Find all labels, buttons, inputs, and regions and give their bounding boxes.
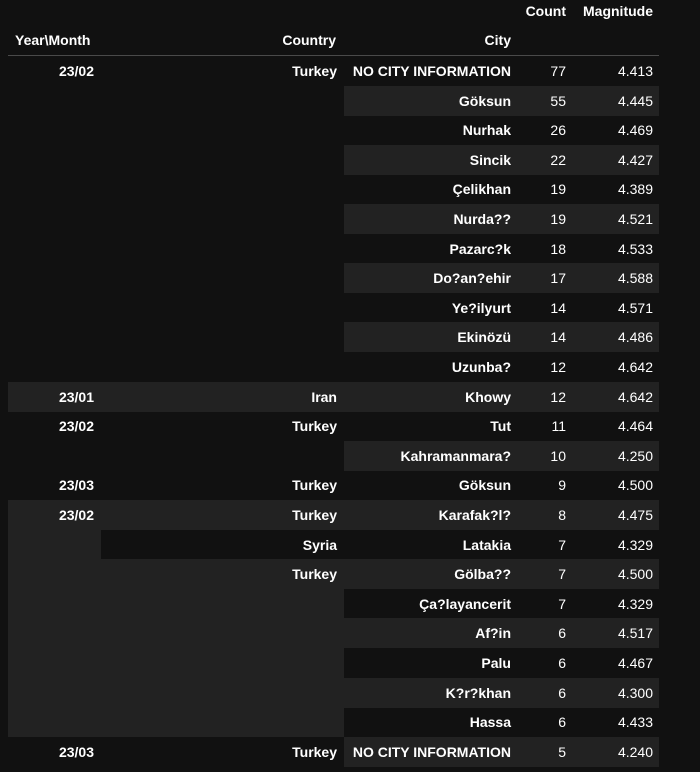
- cell-city: Ça?layancerit: [419, 595, 511, 612]
- cell-magnitude: 4.300: [617, 684, 653, 701]
- index-stripe-turkey-span: [101, 559, 344, 737]
- header-count: Count: [525, 3, 566, 19]
- cell-magnitude: 4.571: [617, 299, 653, 316]
- cell-city: Gölba??: [454, 566, 511, 583]
- cell-city: Nurhak: [462, 122, 511, 139]
- header-magnitude: Magnitude: [583, 3, 653, 19]
- cell-country: Turkey: [292, 566, 337, 583]
- cell-count: 10: [550, 447, 566, 464]
- cell-count: 14: [550, 299, 566, 316]
- cell-city: NO CITY INFORMATION: [352, 743, 511, 760]
- cell-city: NO CITY INFORMATION: [352, 63, 511, 79]
- cell-magnitude: 4.240: [617, 743, 653, 760]
- cell-year-month: 23/02: [58, 418, 94, 435]
- cell-count: 12: [550, 359, 566, 375]
- cell-country: Iran: [311, 388, 337, 405]
- cell-country: Turkey: [292, 743, 337, 760]
- cell-magnitude: 4.500: [617, 477, 653, 494]
- cell-country: Turkey: [292, 418, 337, 435]
- cell-country: Turkey: [292, 63, 337, 79]
- header-year-month: Year\Month: [15, 32, 91, 48]
- cell-magnitude: 4.413: [617, 63, 653, 79]
- cell-city: Tut: [490, 418, 511, 435]
- cell-city: Göksun: [458, 477, 511, 494]
- cell-magnitude: 4.486: [617, 329, 653, 346]
- cell-magnitude: 4.642: [617, 359, 653, 375]
- cell-count: 6: [558, 655, 566, 671]
- cell-magnitude: 4.469: [617, 122, 653, 139]
- cell-count: 19: [550, 181, 566, 198]
- cell-magnitude: 4.467: [617, 655, 653, 671]
- cell-magnitude: 4.445: [617, 92, 653, 109]
- cell-count: 8: [558, 507, 566, 523]
- cell-magnitude: 4.642: [617, 388, 653, 405]
- cell-magnitude: 4.250: [617, 447, 653, 464]
- cell-count: 6: [558, 714, 566, 731]
- cell-magnitude: 4.533: [617, 240, 653, 257]
- cell-count: 12: [550, 388, 566, 405]
- cell-year-month: 23/03: [58, 477, 94, 494]
- cell-city: Palu: [481, 655, 511, 671]
- cell-magnitude: 4.521: [617, 211, 653, 227]
- cell-count: 9: [558, 477, 566, 494]
- cell-count: 7: [558, 566, 566, 583]
- cell-count: 19: [550, 211, 566, 227]
- cell-count: 6: [558, 684, 566, 701]
- cell-count: 14: [550, 329, 566, 346]
- cell-magnitude: 4.329: [617, 595, 653, 612]
- cell-city: Ye?ilyurt: [451, 299, 511, 316]
- cell-city: Sincik: [469, 151, 511, 168]
- cell-city: Af?in: [475, 625, 511, 642]
- cell-year-month: 23/03: [58, 743, 94, 760]
- cell-count: 26: [550, 122, 566, 139]
- cell-city: Göksun: [458, 92, 511, 109]
- cell-magnitude: 4.329: [617, 536, 653, 553]
- cell-year-month: 23/02: [58, 63, 94, 79]
- cell-count: 17: [550, 270, 566, 287]
- cell-city: Khowy: [465, 388, 511, 405]
- cell-city: Ekinözü: [457, 329, 511, 346]
- header-divider: [8, 55, 659, 56]
- index-stripe-2302-yearmonth: [8, 500, 101, 737]
- cell-magnitude: 4.517: [617, 625, 653, 642]
- cell-count: 55: [550, 92, 566, 109]
- cell-country: Syria: [302, 536, 337, 553]
- cell-year-month: 23/01: [58, 388, 94, 405]
- cell-count: 5: [558, 743, 566, 760]
- cell-magnitude: 4.389: [617, 181, 653, 198]
- cell-city: Kahramanmara?: [400, 447, 511, 464]
- cell-city: Çelikhan: [452, 181, 511, 198]
- cell-magnitude: 4.500: [617, 566, 653, 583]
- cell-city: K?r?khan: [445, 684, 511, 701]
- cell-count: 6: [558, 625, 566, 642]
- cell-city: Uzunba?: [451, 359, 511, 375]
- cell-magnitude: 4.427: [617, 151, 653, 168]
- cell-year-month: 23/02: [58, 507, 94, 523]
- cell-country: Turkey: [292, 477, 337, 494]
- cell-count: 77: [550, 63, 566, 79]
- header-country: Country: [282, 32, 336, 48]
- cell-city: Do?an?ehir: [433, 270, 511, 287]
- cell-magnitude: 4.588: [617, 270, 653, 287]
- cell-magnitude: 4.475: [617, 507, 653, 523]
- cell-city: Pazarc?k: [449, 240, 511, 257]
- cell-city: Latakia: [462, 536, 511, 553]
- cell-city: Nurda??: [453, 211, 511, 227]
- cell-city: Karafak?l?: [438, 507, 511, 523]
- header-city: City: [484, 32, 511, 48]
- cell-count: 7: [558, 595, 566, 612]
- cell-magnitude: 4.433: [617, 714, 653, 731]
- cell-count: 22: [550, 151, 566, 168]
- cell-count: 18: [550, 240, 566, 257]
- cell-city: Hassa: [469, 714, 511, 731]
- cell-count: 7: [558, 536, 566, 553]
- cell-magnitude: 4.464: [617, 418, 653, 435]
- cell-count: 11: [551, 418, 566, 435]
- cell-country: Turkey: [292, 507, 337, 523]
